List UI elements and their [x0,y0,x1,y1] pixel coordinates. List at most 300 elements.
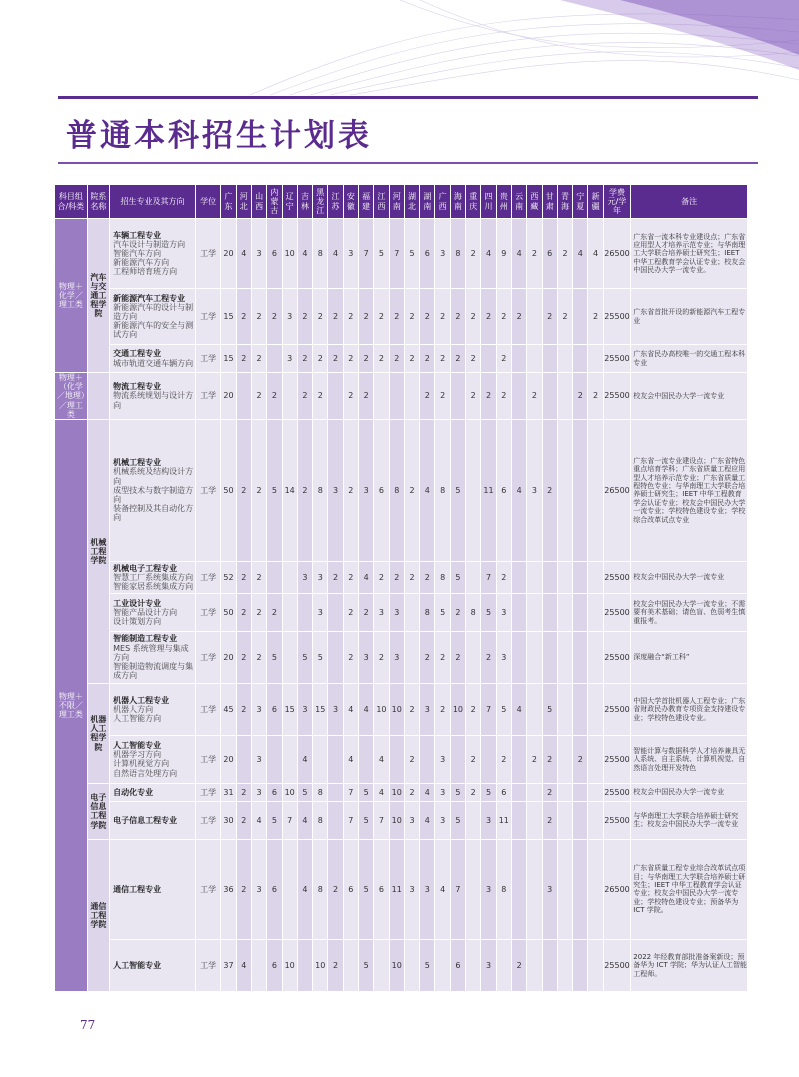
quota-cell: 5 [481,783,496,801]
quota-cell: 5 [359,939,374,991]
quota-cell: 3 [481,801,496,839]
quota-cell: 4 [251,801,266,839]
major-cell [110,939,196,991]
major-cell [110,593,196,631]
quota-cell [297,593,312,631]
quota-cell: 5 [374,219,389,289]
quota-cell: 2 [435,345,450,373]
quota-cell [374,939,389,991]
quota-cell: 5 [450,419,465,561]
quota-cell: 2 [267,289,282,345]
quota-cell [573,345,588,373]
quota-cell: 11 [496,801,511,839]
quota-cell: 5 [450,801,465,839]
title-top-rule [58,96,758,99]
quota-cell: 36 [221,839,236,939]
header-cell: 江西 [374,185,389,219]
quota-cell [588,593,603,631]
quota-cell [511,631,526,683]
quota-cell: 2 [404,561,419,593]
quota-cell: 2 [389,561,404,593]
quota-cell [496,939,511,991]
quota-cell: 2 [313,345,328,373]
quota-cell: 2 [404,345,419,373]
quota-cell: 2 [236,289,251,345]
quota-cell [573,289,588,345]
degree-cell: 工学 [195,561,221,593]
quota-cell: 6 [420,219,435,289]
quota-cell: 45 [221,683,236,735]
quota-cell: 3 [420,839,435,939]
degree-cell: 工学 [195,839,221,939]
quota-cell [282,593,297,631]
quota-cell: 5 [359,783,374,801]
degree-cell: 工学 [195,939,221,991]
header-cell: 江苏 [328,185,343,219]
quota-cell [557,839,572,939]
quota-cell [466,561,481,593]
quota-cell: 3 [481,839,496,939]
major-cell [110,839,196,939]
quota-cell: 3 [297,561,312,593]
tuition-cell: 26500 [603,839,631,939]
quota-cell [481,345,496,373]
quota-cell [588,561,603,593]
major-name: 智能制造工程专业 [113,634,178,644]
header-cell: 山西 [251,185,266,219]
tuition-cell: 25500 [603,783,631,801]
quota-cell: 3 [389,631,404,683]
quota-cell: 2 [527,735,542,783]
quota-cell [557,593,572,631]
quota-cell: 3 [328,419,343,561]
college-cell: 机器人工程学院 [87,683,109,783]
quota-cell: 6 [267,939,282,991]
quota-cell [328,373,343,420]
major-name: 机械电子工程专业 [113,563,178,573]
major-cell [110,289,196,345]
quota-cell: 4 [297,839,312,939]
remark-cell: 校友会中国民办大学一流专业 [631,783,748,801]
quota-cell: 4 [374,735,389,783]
quota-cell: 2 [374,289,389,345]
quota-cell: 6 [374,419,389,561]
quota-cell: 3 [496,593,511,631]
college-cell: 电子信息工程学院 [87,783,109,839]
quota-cell [588,801,603,839]
quota-cell: 2 [251,289,266,345]
quota-cell: 4 [420,801,435,839]
quota-cell: 4 [343,735,358,783]
quota-cell [267,735,282,783]
quota-cell [282,373,297,420]
table-row [55,735,748,783]
quota-cell: 3 [359,631,374,683]
quota-cell: 10 [389,783,404,801]
major-cell [110,219,196,289]
quota-cell: 3 [481,939,496,991]
quota-cell [466,839,481,939]
quota-cell: 2 [496,373,511,420]
quota-cell: 2 [404,289,419,345]
quota-cell: 2 [313,289,328,345]
major-name: 通信工程专业 [113,884,162,894]
major-direction: 智能产品设计方向 [113,607,178,617]
header-cell: 招生专业及其方向 [110,185,196,219]
major-name: 工业设计专业 [113,598,162,608]
quota-cell [435,939,450,991]
quota-cell: 8 [313,801,328,839]
college-cell: 汽车与交通工程学院 [87,219,109,373]
quota-cell: 2 [251,345,266,373]
header-cell: 海南 [450,185,465,219]
quota-cell: 2 [404,735,419,783]
quota-cell: 31 [221,783,236,801]
quota-cell: 2 [588,373,603,420]
quota-cell: 5 [481,593,496,631]
tuition-cell: 25500 [603,561,631,593]
major-direction: 自然语言处理方向 [113,768,178,778]
table-row [55,783,748,801]
quota-cell: 3 [389,593,404,631]
quota-cell [328,801,343,839]
quota-cell [557,783,572,801]
quota-cell: 3 [420,683,435,735]
major-direction: 智能汽车方向 [113,248,162,258]
quota-cell: 2 [359,345,374,373]
quota-cell: 3 [282,289,297,345]
major-direction: 新能源汽车的设计与制造方向 [113,302,194,321]
quota-cell [420,735,435,783]
quota-cell: 8 [389,419,404,561]
major-direction: 新能源汽车的安全与测试方向 [113,321,194,340]
header-cell: 西藏 [527,185,542,219]
quota-cell: 2 [236,593,251,631]
tuition-cell: 25500 [603,683,631,735]
quota-cell: 2 [313,373,328,420]
quota-cell [389,735,404,783]
quota-cell [511,561,526,593]
quota-cell: 8 [450,219,465,289]
quota-cell: 2 [557,289,572,345]
quota-cell: 5 [450,561,465,593]
quota-cell: 15 [282,683,297,735]
page-number: 77 [80,1018,96,1032]
quota-cell: 2 [267,593,282,631]
quota-cell: 37 [221,939,236,991]
quota-cell: 5 [267,631,282,683]
table-row [55,631,748,683]
degree-cell: 工学 [195,593,221,631]
quota-cell [511,593,526,631]
quota-cell: 8 [435,419,450,561]
quota-cell: 8 [435,561,450,593]
quota-cell: 2 [420,373,435,420]
degree-cell: 工学 [195,683,221,735]
quota-cell [557,345,572,373]
table-row [55,683,748,735]
quota-cell [527,561,542,593]
quota-cell: 6 [267,839,282,939]
quota-cell: 7 [343,783,358,801]
quota-cell: 2 [527,373,542,420]
quota-cell [588,783,603,801]
major-cell [110,683,196,735]
subject-category-cell: 物理＋化学／理工类 [55,219,88,373]
quota-cell [466,419,481,561]
quota-cell: 2 [251,631,266,683]
quota-cell: 2 [527,219,542,289]
quota-cell: 4 [481,219,496,289]
quota-cell: 20 [221,735,236,783]
quota-cell [527,939,542,991]
quota-cell [557,373,572,420]
title-bottom-rule [58,162,758,164]
quota-cell [588,631,603,683]
quota-cell [511,801,526,839]
quota-cell [450,735,465,783]
quota-cell: 2 [328,839,343,939]
quota-cell [588,683,603,735]
major-cell [110,419,196,561]
quota-cell: 2 [404,419,419,561]
quota-cell [542,561,557,593]
remark-cell: 广东省一流本科专业建设点；广东省应用型人才培养示范专业；与华南理工大学联合培养硕士研究生；IEET 中华工程教育学会认证专业；校友会中国民办大学一流专业。 [631,219,748,289]
quota-cell: 4 [236,939,251,991]
tuition-cell: 25500 [603,373,631,420]
quota-cell: 4 [297,219,312,289]
tuition-cell: 26500 [603,419,631,561]
major-name: 电子信息工程专业 [113,815,178,825]
quota-cell: 6 [496,419,511,561]
quota-cell: 3 [297,683,312,735]
quota-cell [267,345,282,373]
quota-cell [542,373,557,420]
table-row [55,345,748,373]
quota-cell [527,783,542,801]
quota-cell: 2 [389,345,404,373]
major-direction: 计算机视觉方向 [113,759,170,769]
quota-cell: 3 [435,735,450,783]
remark-cell: 广东省质量工程专业综合改革试点项目；与华南理工大学联合培养硕士研究生；IEET 中华工程教育学会认证专业；校友会中国民办大学一流专业；学校特色建设专业；预备华为 ICT 学院。 [631,839,748,939]
quota-cell: 9 [496,219,511,289]
quota-cell: 3 [251,219,266,289]
quota-cell [588,419,603,561]
quota-cell: 2 [542,419,557,561]
header-cell: 新疆 [588,185,603,219]
quota-cell: 7 [481,561,496,593]
quota-cell: 3 [328,683,343,735]
header-cell: 备注 [631,185,748,219]
remark-cell: 广东省一流专业建设点；广东省特色重点培育学科；广东省质量工程应用型人才培养示范专业；广东省质量工程特色专业；与华南理工大学联合培养硕士研究生；IEET 中华工程教育学会认证专业；校友会中国民办大学一流专业；学校特色建设专业；学校综合改革试点专业 [631,419,748,561]
quota-cell: 2 [588,289,603,345]
quota-cell: 15 [221,289,236,345]
quota-cell: 2 [542,783,557,801]
table-row [55,373,748,420]
quota-cell: 10 [389,939,404,991]
quota-cell [557,419,572,561]
quota-cell: 2 [389,289,404,345]
quota-cell: 6 [267,783,282,801]
quota-cell: 11 [481,419,496,561]
quota-cell: 2 [496,289,511,345]
quota-cell: 7 [359,219,374,289]
quota-cell: 2 [328,345,343,373]
quota-cell: 3 [374,593,389,631]
quota-cell: 7 [343,801,358,839]
quota-cell: 2 [343,373,358,420]
header-cell: 河北 [236,185,251,219]
header-cell: 安徽 [343,185,358,219]
major-name: 机器人工程专业 [113,695,170,705]
quota-cell: 2 [343,289,358,345]
quota-cell [389,373,404,420]
quota-cell: 4 [343,683,358,735]
quota-cell: 2 [297,289,312,345]
quota-cell: 4 [573,219,588,289]
header-cell: 云南 [511,185,526,219]
quota-cell [404,939,419,991]
header-cell: 广东 [221,185,236,219]
quota-cell [359,735,374,783]
quota-cell: 3 [359,419,374,561]
major-cell [110,373,196,420]
major-direction: 新能源汽车方向 [113,258,170,268]
major-cell [110,561,196,593]
quota-cell: 5 [267,801,282,839]
quota-cell: 3 [251,783,266,801]
quota-cell: 2 [236,631,251,683]
quota-cell [511,839,526,939]
quota-cell [573,561,588,593]
quota-cell: 4 [236,219,251,289]
header-cell: 福建 [359,185,374,219]
quota-cell: 4 [297,801,312,839]
table-row [55,839,748,939]
quota-cell: 8 [496,839,511,939]
degree-cell: 工学 [195,373,221,420]
quota-cell [527,345,542,373]
quota-cell: 6 [343,839,358,939]
quota-cell [466,801,481,839]
quota-cell [374,373,389,420]
remark-cell: 校友会中国民办大学一流专业；不需要有美术基础；请色盲、色弱考生慎重报考。 [631,593,748,631]
major-cell [110,801,196,839]
quota-cell: 8 [313,783,328,801]
header-cell: 甘肃 [542,185,557,219]
quota-cell [573,801,588,839]
table-row [55,561,748,593]
header-cell: 广西 [435,185,450,219]
quota-cell: 2 [496,561,511,593]
quota-cell [557,683,572,735]
quota-cell [450,373,465,420]
header-cell: 河南 [389,185,404,219]
quota-cell: 2 [328,561,343,593]
quota-cell: 7 [374,801,389,839]
quota-cell: 6 [450,939,465,991]
quota-cell [282,839,297,939]
quota-cell: 2 [359,593,374,631]
quota-cell: 6 [267,219,282,289]
major-direction: 物流系统规划与设计方向 [113,391,194,410]
degree-cell: 工学 [195,631,221,683]
quota-cell: 5 [450,783,465,801]
quota-cell: 2 [267,373,282,420]
quota-cell: 2 [236,683,251,735]
quota-cell: 2 [466,683,481,735]
quota-cell: 5 [313,631,328,683]
quota-cell: 2 [420,345,435,373]
remark-cell: 校友会中国民办大学一流专业 [631,373,748,420]
quota-cell: 6 [267,683,282,735]
major-direction: 设计策划方向 [113,617,162,627]
quota-cell: 2 [328,939,343,991]
major-direction: 机械系统及结构设计方向 [113,467,194,486]
major-name: 车辆工程专业 [113,230,162,240]
quota-cell: 2 [420,561,435,593]
tuition-cell: 25500 [603,735,631,783]
quota-cell: 2 [573,735,588,783]
quota-cell [511,373,526,420]
quota-cell: 2 [496,345,511,373]
quota-cell [511,783,526,801]
quota-cell: 5 [404,219,419,289]
quota-cell [236,735,251,783]
quota-cell: 2 [450,345,465,373]
quota-cell: 4 [420,419,435,561]
degree-cell: 工学 [195,419,221,561]
quota-cell: 4 [359,561,374,593]
header-cell: 贵州 [496,185,511,219]
quota-cell: 15 [221,345,236,373]
quota-cell: 5 [359,839,374,939]
quota-cell: 2 [542,801,557,839]
remark-cell: 智能计算与数据科学人才培养兼具无人系统、自主系统、计算机视觉、自然语言处理开发特色 [631,735,748,783]
major-cell [110,631,196,683]
remark-cell: 深度融合“新工科” [631,631,748,683]
quota-cell: 4 [511,419,526,561]
header-cell: 科目组合/科类 [55,185,88,219]
quota-cell [251,939,266,991]
tuition-cell: 25500 [603,801,631,839]
quota-cell: 3 [404,801,419,839]
tuition-cell: 26500 [603,219,631,289]
quota-cell [282,735,297,783]
quota-cell [313,735,328,783]
quota-cell [542,345,557,373]
quota-cell: 2 [420,289,435,345]
quota-cell [282,561,297,593]
quota-cell [573,631,588,683]
quota-cell: 10 [282,939,297,991]
table-row [55,801,748,839]
quota-cell: 4 [328,219,343,289]
quota-cell: 2 [374,345,389,373]
header-cell: 湖南 [420,185,435,219]
quota-cell: 2 [359,289,374,345]
quota-cell: 3 [343,219,358,289]
remark-cell: 广东省民办高校唯一的交通工程本科专业 [631,345,748,373]
quota-cell: 2 [297,345,312,373]
quota-cell: 2 [404,683,419,735]
header-cell: 重庆 [466,185,481,219]
quota-cell [557,801,572,839]
quota-cell: 2 [343,419,358,561]
quota-cell: 5 [496,683,511,735]
major-direction: 城市轨道交通车辆方向 [113,358,194,368]
quota-cell: 5 [435,593,450,631]
